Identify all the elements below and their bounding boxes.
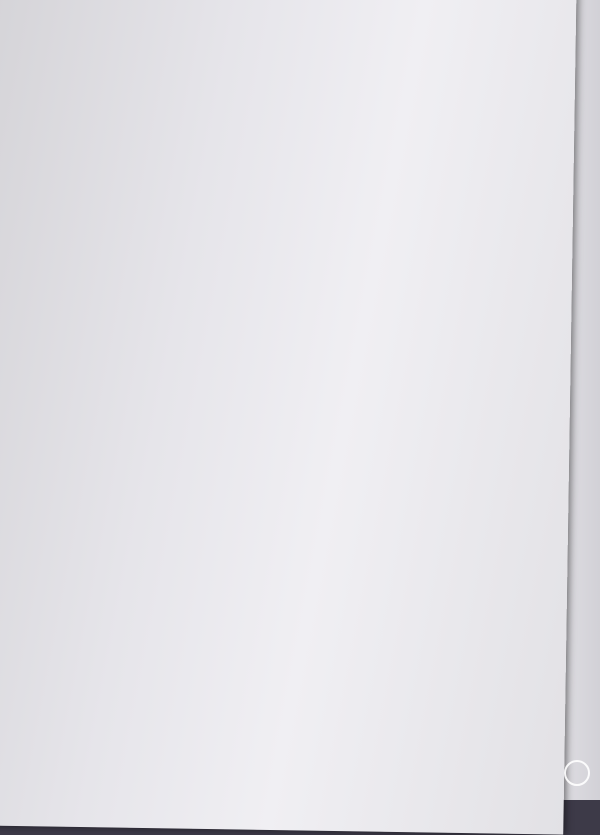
watermark xyxy=(564,760,594,794)
labirint-logo-icon xyxy=(564,760,590,786)
